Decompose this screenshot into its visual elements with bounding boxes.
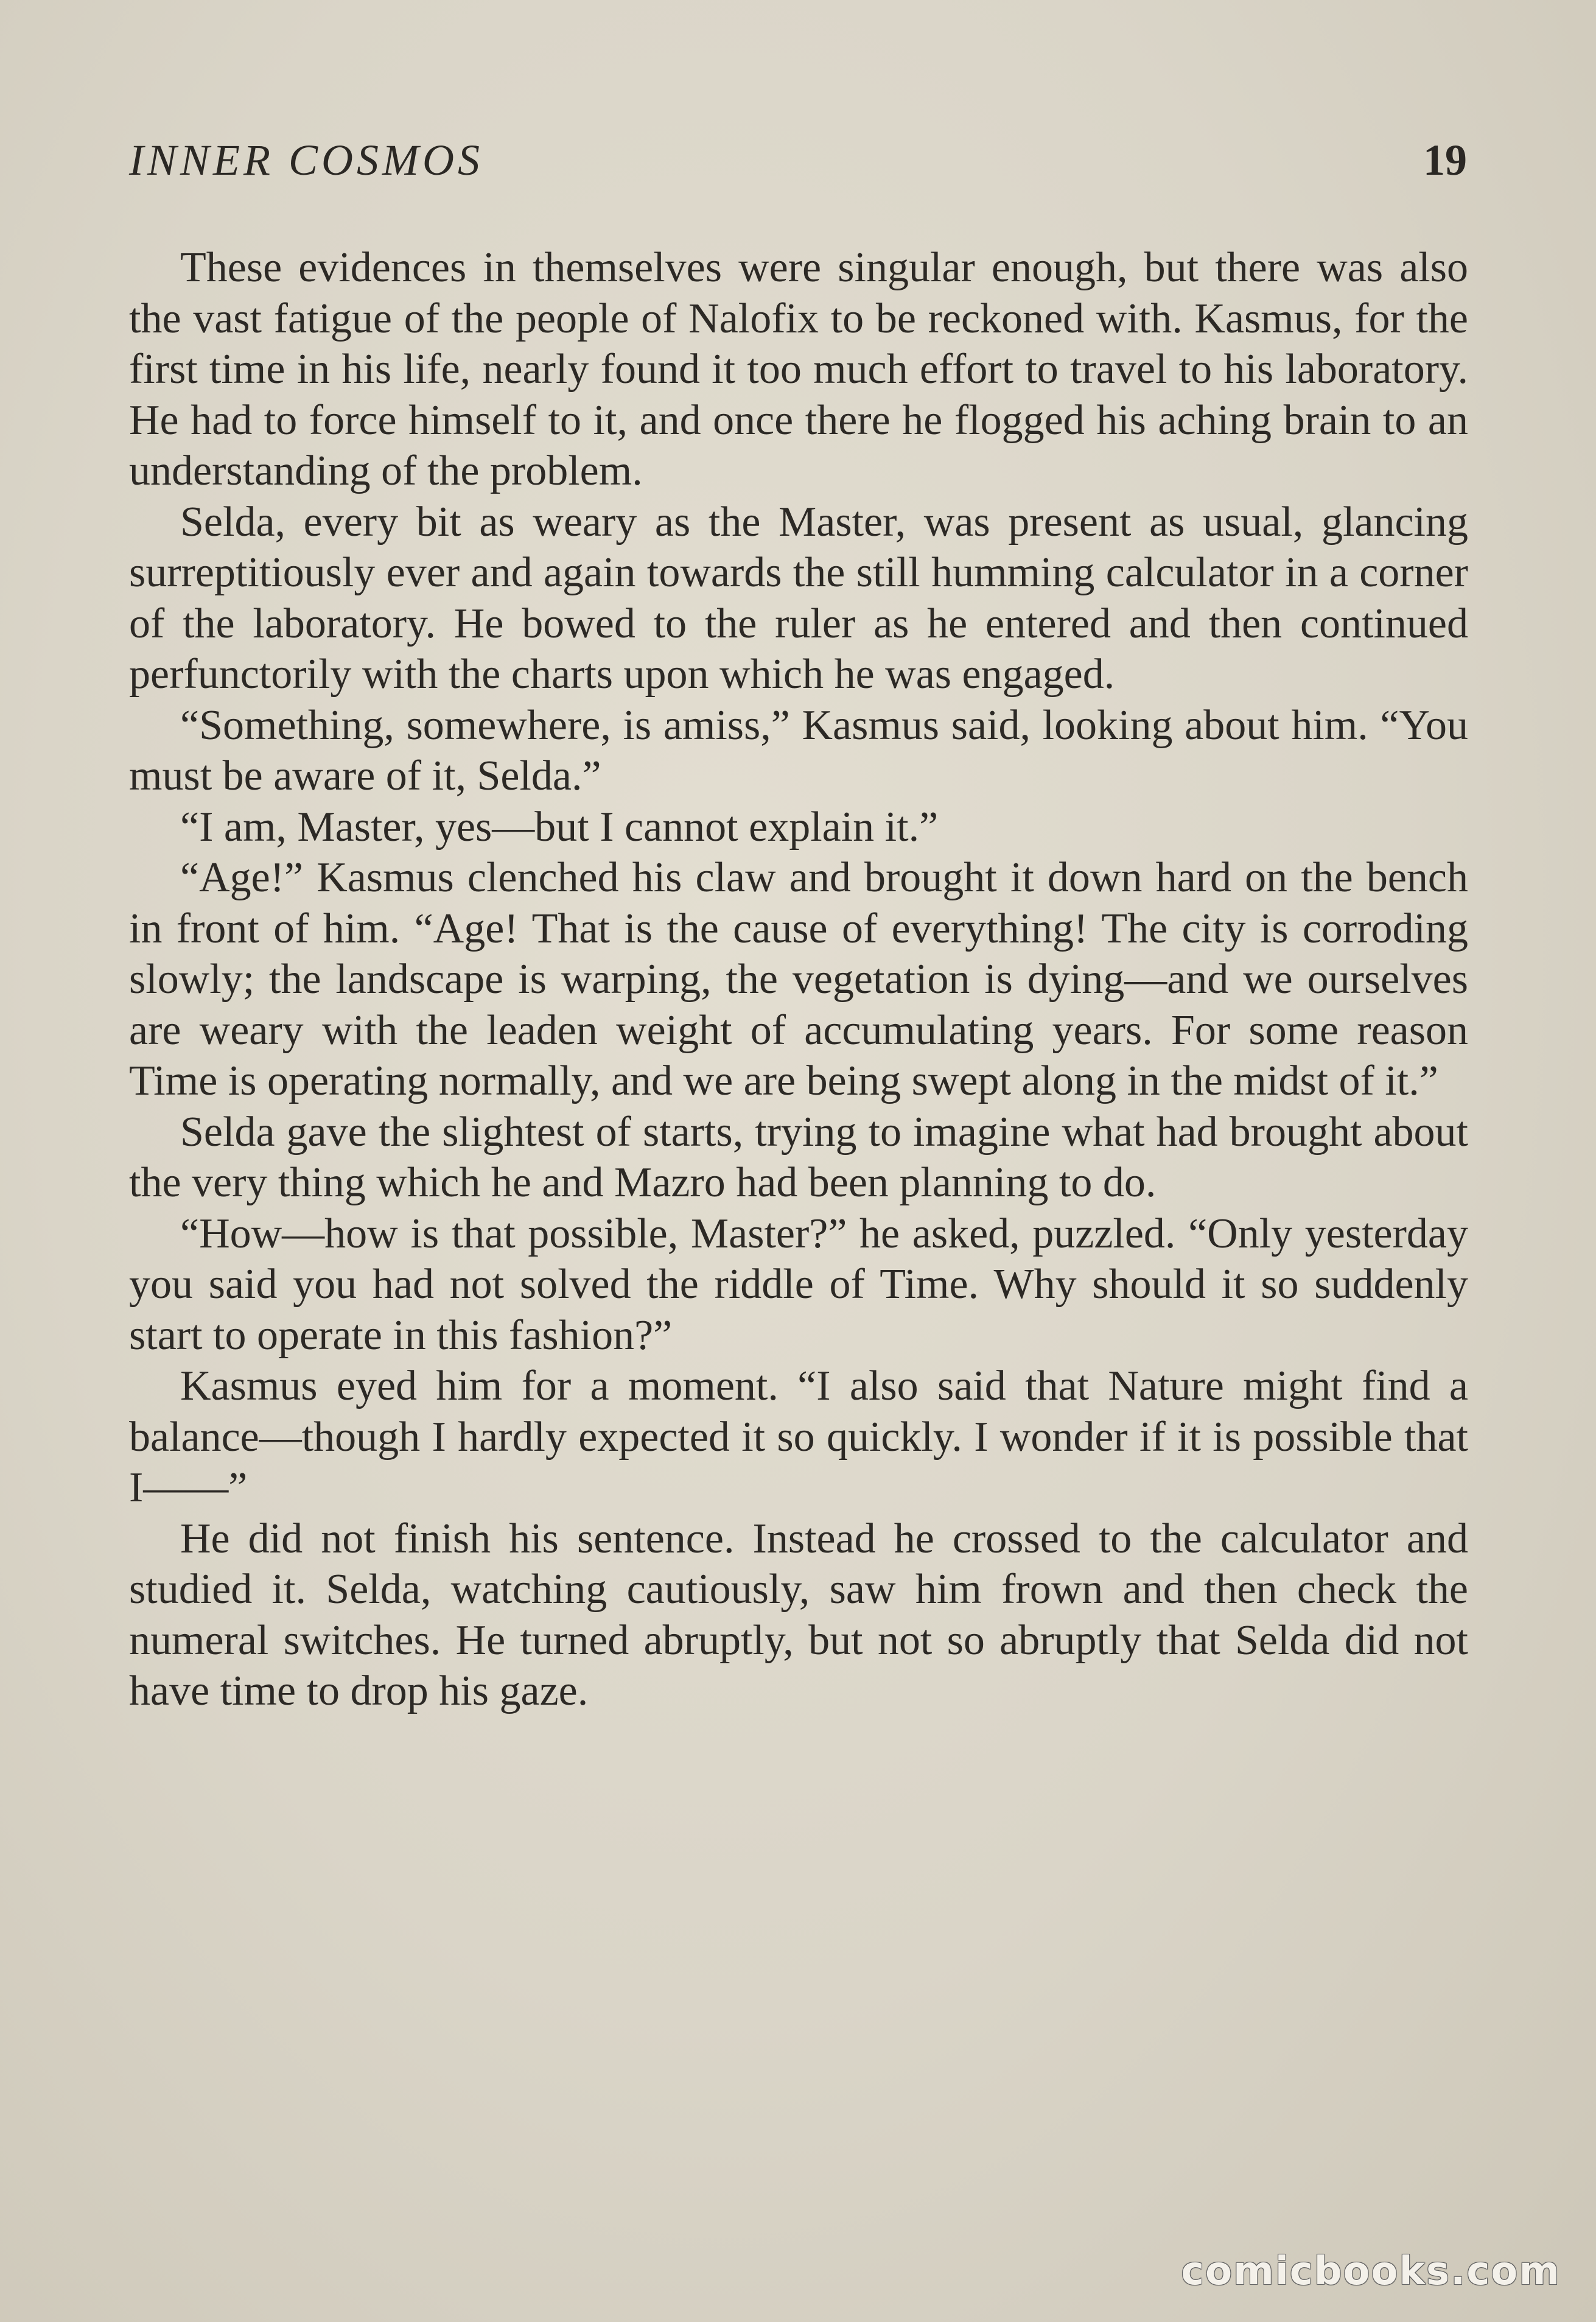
- paragraph-8: Kasmus eyed him for a moment. “I also said that Nature might find a balance—though I hardly expected it so quickly. I wonder if it is possible that I——”: [129, 1363, 1468, 1511]
- paragraph-6: Selda gave the slightest of starts, trying to imagine what had brought about the very thing which he and Mazro had been planning to do.: [129, 1108, 1468, 1206]
- paragraph-9: He did not finish his sentence. Instead he crossed to the calculator and studied it. Selda, watching cautiously, saw him frown and then check the numeral switches. He turned abruptly, but not so abruptly that Selda did not have time to drop his gaze.: [129, 1515, 1468, 1714]
- body-text: [129, 242, 1468, 1717]
- paragraph-3: “Something, somewhere, is amiss,” Kasmus said, looking about him. “You must be aware of it, Selda.”: [129, 701, 1468, 799]
- paragraph-4: “I am, Master, yes—but I cannot explain it.”: [180, 803, 939, 851]
- page-number: 19: [1423, 136, 1467, 184]
- running-head: [129, 135, 1467, 196]
- paragraph-2: Selda, every bit as weary as the Master, was present as usual, glancing surreptitiously ever and again towards the still humming calculator in a corner of the laboratory. He bowed to the ruler as he entered and then continued perfunctorily with the charts upon which he was engaged.: [129, 498, 1468, 698]
- paragraph-5: “Age!” Kasmus clenched his claw and brought it down hard on the bench in front of him. “Age! That is the cause of everything! The city is corroding slowly; the landscape is warping, the vegetation is dying—and we ourselves are weary with the leaden weight of accumulating years. For some reason Time is operating normally, and we are being swept along in the midst of it.”: [129, 854, 1468, 1104]
- watermark: comicbooks.com: [1181, 2249, 1561, 2294]
- paragraph-1: These evidences in themselves were singular enough, but there was also the vast fatigue of the people of Nalofix to be reckoned with. Kasmus, for the first time in his life, nearly found it too much effort to travel to his laboratory. He had to force himself to it, and once there he flogged his aching brain to an understanding of the problem.: [129, 244, 1468, 494]
- paragraph-7: “How—how is that possible, Master?” he asked, puzzled. “Only yesterday you said you had not solved the riddle of Time. Why should it so suddenly start to operate in this fashion?”: [129, 1210, 1468, 1359]
- running-title: INNER COSMOS: [129, 136, 483, 184]
